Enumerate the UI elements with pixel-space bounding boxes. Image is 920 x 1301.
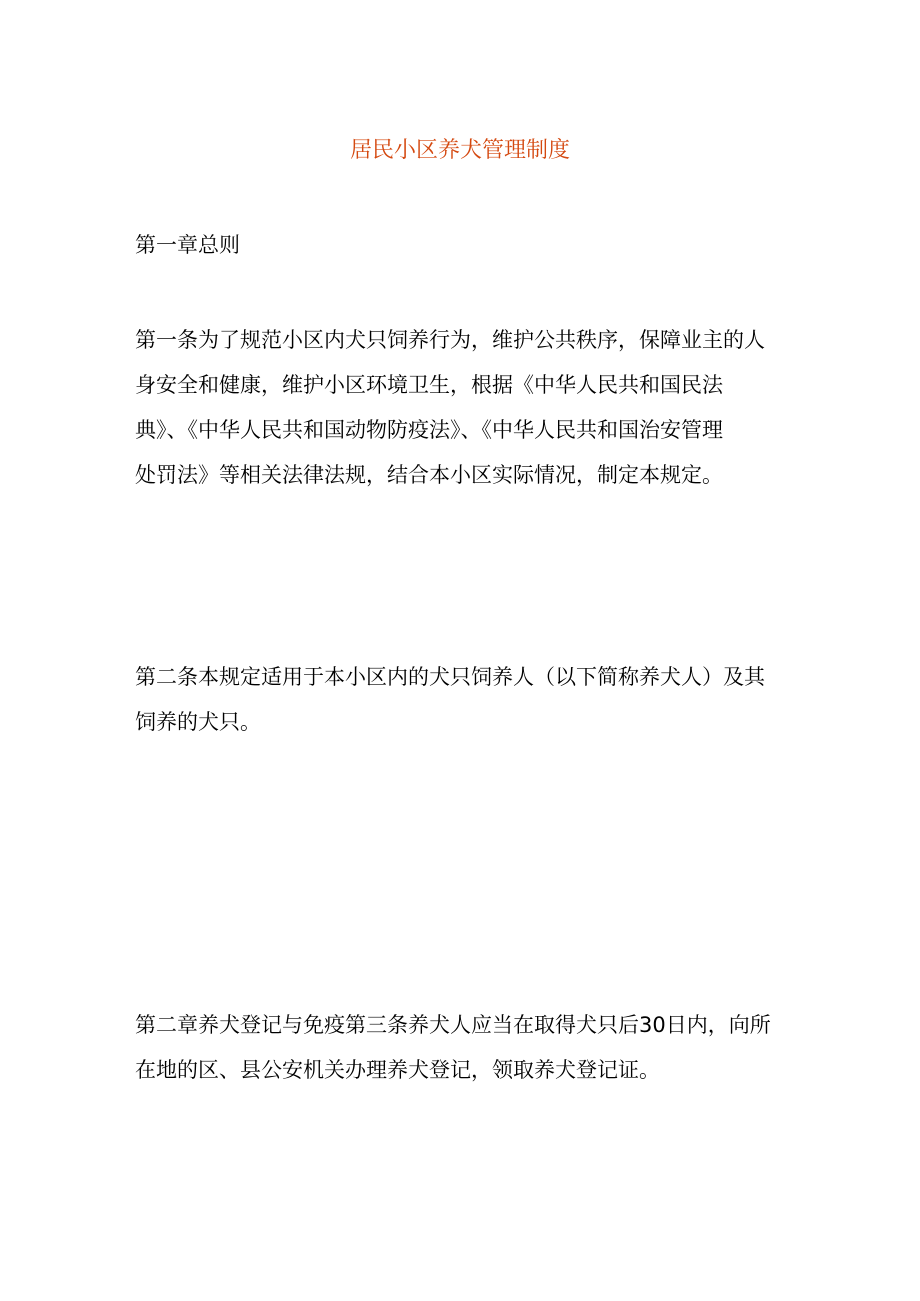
paragraph-line: 典》、《中华人民共和国动物防疫法》、《中华人民共和国治安管理 <box>135 418 723 442</box>
article-3-paragraph <box>135 1003 795 1093</box>
paragraph-line: 第一条为了规范小区内犬只饲养行为，维护公共秩序，保障业主的人 <box>135 328 765 352</box>
paragraph-line: 第二章养犬登记与免疫第三条养犬人应当在取得犬只后30日内，向所 <box>135 1013 771 1037</box>
paragraph-line: 在地的区、县公安机关办理养犬登记，领取养犬登记证。 <box>135 1058 660 1082</box>
page-title: 居民小区养犬管理制度 <box>349 138 570 163</box>
chapter-heading: 第一章总则 <box>135 233 240 257</box>
article-2-paragraph <box>135 655 795 745</box>
article-1-paragraph <box>135 318 795 498</box>
paragraph-line: 身安全和健康，维护小区环境卫生，根据《中华人民共和国民法 <box>135 373 723 397</box>
paragraph-line: 饲养的犬只。 <box>135 710 261 734</box>
paragraph-line: 第二条本规定适用于本小区内的犬只饲养人（以下简称养犬人）及其 <box>135 665 765 689</box>
paragraph-line: 处罚法》等相关法律法规，结合本小区实际情况，制定本规定。 <box>135 463 723 487</box>
